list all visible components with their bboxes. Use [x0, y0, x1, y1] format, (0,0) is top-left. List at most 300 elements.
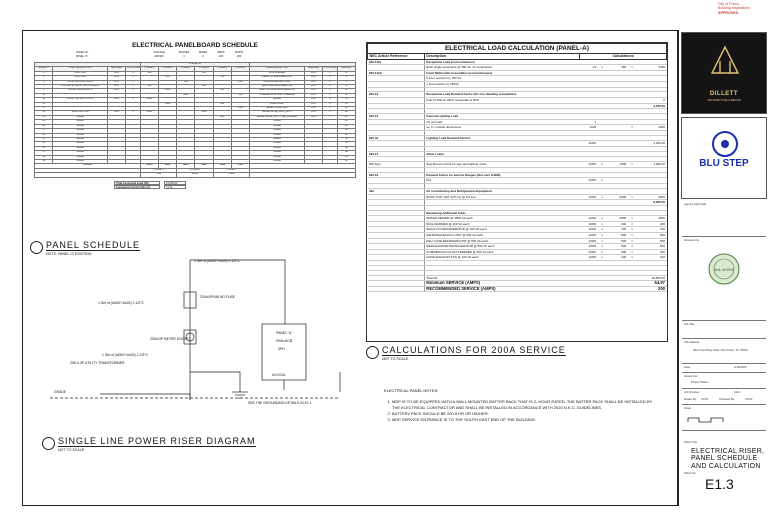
table-cell: x — [598, 232, 607, 238]
sheet-title-label: Sheet Title — [684, 440, 698, 444]
table-cell: 11 — [35, 93, 53, 97]
table-cell: Receptacle Load Demand Factor (for non-dwelling receptacles) — [424, 92, 579, 98]
table-cell: DELI CASE REFRIGERATOR — [250, 85, 305, 89]
table-cell: 5 — [35, 80, 53, 84]
table-cell: 20 A — [304, 102, 322, 106]
panel-schedule-header — [34, 50, 356, 62]
table-cell: RICE WARMER @ 200 VA each — [424, 221, 579, 227]
seal-name: ANIL NOORA — [714, 268, 734, 272]
column-header: BRANCH — [337, 67, 355, 71]
table-cell: 1 — [323, 98, 338, 102]
transformer-label: 208 V-3P UTILITY TRANSFORMER — [70, 361, 125, 365]
table-cell: WATER HEATER WH-1 — [53, 89, 108, 93]
table-cell: 20 A — [304, 85, 322, 89]
table-cell: 33 — [35, 142, 53, 146]
table-cell: SPARE — [53, 115, 108, 119]
table-cell: Minimum SERVICE (AMPS) — [424, 281, 579, 287]
table-cell: 100 — [177, 80, 195, 84]
table-cell: RICE STEAL — [250, 102, 305, 106]
column-header: Description — [424, 54, 579, 60]
table-cell: = — [628, 221, 637, 227]
wire-label-3: 1 Set of (4#3/0+1#4G) 2-1/2"C — [102, 353, 148, 357]
panel-header-cell: PHASES — [178, 51, 190, 54]
checked-by-label: Checked By: — [719, 397, 735, 401]
panel-header-cell: 225 — [218, 55, 224, 58]
table-cell: 220.14(I) — [368, 59, 425, 65]
table-cell: 34 — [337, 142, 355, 146]
table-cell: Each single receptacle @ 180 VA, 21 receptacles — [424, 65, 579, 71]
table-cell: 100% — [580, 238, 598, 244]
table-cell: x — [598, 194, 607, 200]
table-cell: x — [598, 178, 607, 184]
table-cell: MICROWAVE/HALO UNIT — [250, 80, 305, 84]
ground-conductor — [190, 372, 240, 392]
table-cell: = — [628, 227, 637, 233]
table-cell: 500 — [637, 244, 667, 250]
table-cell: REACH IN REFRIGERATOR @ 700 VA each — [424, 227, 579, 233]
revision-label: Revision No. — [684, 238, 700, 242]
table-cell: 13 — [35, 98, 53, 102]
table-cell: x — [598, 221, 607, 227]
table-cell: 1,625.00 — [637, 141, 667, 147]
job-title-label: Job Title — [684, 322, 695, 326]
table-cell: General Lighting Load — [424, 114, 579, 120]
column-header: PHASE C — [231, 67, 249, 71]
load-calc-title: ELECTRICAL LOAD CALCULATION (PANEL-A) — [368, 44, 667, 54]
table-cell: 100% — [580, 232, 598, 238]
section-note: NOT TO SCALE — [382, 357, 409, 361]
table-cell: 600 — [140, 71, 158, 75]
scale-bar-icon — [687, 416, 727, 424]
logo-brand-name: DILLETT — [709, 91, 739, 97]
table-cell: 40 — [337, 155, 355, 159]
table-cell: 20 A — [107, 85, 125, 89]
grade-label: GRADE — [54, 390, 67, 394]
sheet-number: E1.3 — [705, 476, 734, 492]
panel-label: PANEL "A" — [276, 331, 293, 335]
table-cell: SPARE — [250, 98, 305, 102]
table-cell: MERCHANDISE REFRIGERATOR — [250, 89, 305, 93]
table-cell: KITCHEN EXHAUST FAN 1/2/3/4/5/6 — [53, 85, 108, 89]
sheet-title: ELECTRICAL RISER, PANEL SCHEDULE AND CALCULATION — [691, 448, 765, 470]
table-cell: 500 — [213, 89, 231, 93]
section-note: NOT TO SCALE — [58, 448, 85, 452]
table-cell: 17 — [35, 107, 53, 111]
table-cell: LIGHTING — [53, 71, 108, 75]
table-cell: 200 — [195, 71, 213, 75]
table-cell: Fixed Multioutlet Assemblies (noncontinuous) — [424, 70, 579, 76]
table-cell: SPARE — [250, 151, 305, 155]
scale-label: Scale — [684, 406, 691, 410]
table-cell: 6000 — [607, 194, 628, 200]
table-cell: 32 — [337, 137, 355, 141]
table-cell: 550 — [140, 85, 158, 89]
phase-va-label: PHASE VA — [140, 63, 249, 67]
logo-subtitle: ARCHITECTURE & DESIGN — [707, 99, 741, 102]
table-cell: 700 — [637, 227, 667, 233]
table-cell: 12 — [337, 93, 355, 97]
table-cell: x — [598, 216, 607, 222]
table-cell: 1500 — [195, 111, 213, 115]
table-cell: MERCHANDISE REFRIGERATOR @ 500 VA each — [424, 244, 579, 250]
panel-header-cell: 4 — [202, 55, 204, 58]
riser-diagram — [40, 252, 360, 432]
table-cell: 1 — [126, 71, 141, 75]
total-cell: 9800 — [159, 164, 177, 168]
table-cell: SPARE — [250, 159, 305, 163]
panel-schedule-footer — [34, 181, 356, 189]
table-cell: 100% — [580, 221, 598, 227]
column-header: PHASE C — [177, 67, 195, 71]
table-cell — [628, 286, 637, 292]
panel-header-cell: 200 — [236, 55, 242, 58]
table-cell: 21 — [35, 115, 53, 119]
load-calculation — [366, 42, 668, 342]
wire-label-2: 1 Set of (4#3/0+1#4G) 2-1/2"C — [98, 301, 144, 305]
table-cell: SPARE — [250, 155, 305, 159]
column-header: PHASE B — [213, 67, 231, 71]
table-cell: TOILET EXHAUST FAN 1 — [53, 80, 108, 84]
table-cell: 20 A — [304, 93, 322, 97]
table-cell: 30 A — [107, 98, 125, 102]
table-cell: 19,805.00 — [637, 275, 667, 281]
table-cell: 54.97 — [637, 281, 667, 287]
table-cell: 20 A — [304, 76, 322, 80]
table-cell: 500 — [213, 102, 231, 106]
table-cell: SPARE — [250, 124, 305, 128]
table-cell: 100% — [580, 141, 598, 147]
title-block — [678, 30, 768, 506]
table-cell: 4500 — [607, 216, 628, 222]
table-cell: = — [628, 125, 637, 131]
total-cell: 5900 — [195, 164, 213, 168]
wire-label-1: 1 Set of (4#3/0+1#4G) 2-1/2"C — [194, 259, 240, 263]
table-cell: SPARE — [250, 133, 305, 137]
stamp-line: APPROVED — [718, 10, 739, 15]
table-cell: 31 — [35, 137, 53, 141]
panel-tag: #CXXXA — [272, 373, 286, 377]
table-cell: 1 — [323, 107, 338, 111]
column-header: BRANCH — [35, 67, 53, 71]
column-header: # OF POLES — [127, 67, 141, 70]
table-cell: Receptacle Load (noncontinuous) — [424, 59, 579, 65]
table-cell: x — [598, 255, 607, 261]
section-title: SINGLE LINE POWER RISER DIAGRAM — [58, 436, 256, 446]
logo-brand-name: BLU STEP — [699, 158, 749, 169]
table-cell: x — [598, 244, 607, 250]
table-cell: 2 — [337, 71, 355, 75]
table-cell: 1625 — [580, 125, 598, 131]
table-cell: SPARE — [53, 133, 108, 137]
table-cell: 220.13 — [368, 92, 425, 98]
table-cell: 1 — [323, 71, 338, 75]
table-cell: 200 — [637, 221, 667, 227]
table-cell: 500 — [637, 249, 667, 255]
table-cell — [580, 286, 598, 292]
table-cell: = — [628, 244, 637, 250]
table-cell: 42 — [337, 159, 355, 163]
stamp-line: Building Inspections — [718, 6, 750, 11]
phase-totals-values — [35, 173, 356, 177]
total-cell: 4500 — [213, 164, 231, 168]
table-cell: SPARE — [53, 129, 108, 133]
table-cell: 1 — [323, 111, 338, 115]
table-cell: - — [637, 178, 667, 184]
panel-header-cell: AMPS — [217, 51, 225, 54]
phase-total-value: 13900 — [213, 173, 249, 177]
table-cell: 220.16 — [368, 172, 425, 178]
table-cell: 220.42 — [368, 135, 425, 141]
table-cell: N/A — [424, 178, 579, 184]
table-cell — [368, 286, 425, 292]
table-cell: 3 — [35, 76, 53, 80]
table-cell: 20 A — [304, 80, 322, 84]
table-cell: RECEPTACLE_GFCI — [250, 107, 305, 111]
column-header: LOAD DESCRIPTION — [250, 67, 305, 71]
table-cell: SPARE — [53, 159, 108, 163]
table-cell: ROOF TOP UNIT (RTU-1) @ 6.0 kva — [424, 194, 579, 200]
table-cell: 700 — [607, 227, 628, 233]
table-cell: 22 — [337, 115, 355, 119]
footer-value: 21,000.00 — [164, 181, 186, 185]
grounding-note: SEE THE GROUNDING DETAILS IN E1.1 — [248, 401, 312, 405]
table-cell: 100 — [637, 255, 667, 261]
table-cell: HOOD EXHAUST FAN @ 100 VA each — [424, 255, 579, 261]
table-cell: 1 — [126, 80, 141, 84]
agency-approvals-label: Agency Approvals — [684, 202, 707, 206]
footer-label: Connected Current Calc (A) — [114, 185, 160, 189]
table-cell: 800 — [231, 80, 249, 84]
table-cell: 20 A — [304, 111, 322, 115]
electrical-panel-notes — [384, 388, 660, 423]
table-cell: 1 — [323, 93, 338, 97]
blustep-logo — [681, 117, 767, 199]
table-cell: = — [628, 255, 637, 261]
table-cell: 19 — [35, 111, 53, 115]
totals-label: TOTALS — [35, 164, 141, 168]
table-cell: SPARE — [250, 120, 305, 124]
table-cell: COMMERCIAL FILLET FREEZER — [250, 93, 305, 97]
table-cell: DELI CASE REFRIGERATOR @ 500 VA each — [424, 238, 579, 244]
table-cell: RECEPTACLE_ALL OTHER_BUILDER — [250, 115, 305, 119]
panel-schedule — [34, 42, 356, 216]
column-header: # OF POLES — [324, 67, 338, 70]
table-cell: = — [628, 194, 637, 200]
table-cell: RECOMMENDED SERVICE (AMPS) — [424, 286, 579, 292]
table-cell — [607, 286, 628, 292]
table-cell: 30 — [337, 133, 355, 137]
table-cell: SPARE — [53, 120, 108, 124]
dillett-logo-icon — [682, 33, 768, 89]
panel-header-cell: WIRES — [198, 51, 208, 54]
table-cell: = — [628, 65, 637, 71]
total-cell: 10000 — [140, 164, 158, 168]
table-cell: Demand Factor for electric Ranges (Not over 8.3kW) — [424, 172, 579, 178]
table-cell: 200 — [607, 221, 628, 227]
table-cell: 6 — [337, 80, 355, 84]
table-cell: 18 — [337, 107, 355, 111]
table-cell: 1 — [126, 76, 141, 80]
table-cell: WATER HEATER @ 4500 VA each — [424, 216, 579, 222]
table-cell: 5 Feet sections by 180 VA — [424, 76, 579, 82]
table-cell: SPARE — [250, 142, 305, 146]
section-note: NOTE: PANEL IS EXISTING — [46, 252, 92, 256]
phase-total-value: 7600 — [140, 173, 176, 177]
table-cell: 20 A — [304, 115, 322, 119]
table-cell: 27 — [35, 129, 53, 133]
table-cell: 500 — [607, 249, 628, 255]
table-cell: 1 — [126, 89, 141, 93]
table-cell: SPARE — [250, 129, 305, 133]
table-cell: = — [628, 216, 637, 222]
table-cell: SPARE — [250, 137, 305, 141]
panel-header-cell: PANEL "A" — [75, 55, 89, 58]
column-header: BREAKER — [107, 67, 125, 71]
table-cell: 20 A — [107, 71, 125, 75]
table-cell: 100% — [580, 227, 598, 233]
table-cell: 180 — [607, 65, 628, 71]
table-cell: 100% — [580, 178, 598, 184]
table-cell: 41 — [35, 159, 53, 163]
table-cell: 2 — [126, 98, 141, 102]
table-cell: LIGHTING — [53, 76, 108, 80]
table-cell: 20 — [337, 111, 355, 115]
table-cell: 4 — [337, 76, 355, 80]
table-cell: Lighting Load Demand Factors — [424, 135, 579, 141]
table-cell: 500 — [607, 238, 628, 244]
job-number-value: 2411 — [734, 390, 741, 394]
table-cell: 37 — [35, 151, 53, 155]
table-cell: 500 — [195, 85, 213, 89]
table-cell: 500 — [231, 93, 249, 97]
footer-row — [114, 185, 356, 189]
panel-header-cell: 208/120 — [154, 55, 164, 58]
checked-by-value: XXXX — [745, 397, 753, 401]
section-title: CALCULATIONS FOR 200A SERVICE — [382, 345, 566, 355]
table-cell: 3,780.00 — [637, 103, 667, 109]
table-cell: Other Loads — [424, 151, 579, 157]
table-cell: REACH IN REFRIGERATOR — [250, 76, 305, 80]
table-cell: sq. Ft. outside dimensions — [424, 125, 579, 131]
job-address: 3511 Teel Pkwy Suite 104, Frisco, TX 75033 — [693, 348, 748, 352]
table-cell: Air Conditioning and Refrigeration Equipment — [424, 188, 579, 194]
table-cell: 200 — [637, 286, 667, 292]
table-cell: SPARE — [53, 155, 108, 159]
table-cell: 35 — [35, 146, 53, 150]
table-cell: 100% — [580, 244, 598, 250]
table-cell: 20 A — [304, 71, 322, 75]
table-cell: SPARE — [53, 146, 108, 150]
table-cell: 1500 — [231, 107, 249, 111]
table-cell: 39 — [35, 155, 53, 159]
table-cell: Remaining Additional loads — [424, 210, 579, 216]
table-cell: 8 — [337, 85, 355, 89]
table-cell: 600.5(A) — [368, 162, 425, 168]
total-cell: 5500 — [231, 164, 249, 168]
column-header: Calculations — [580, 54, 667, 60]
table-cell: 28 — [337, 129, 355, 133]
table-cell: COMMERCIAL FILLET FREEZER @ 500 VA each — [424, 249, 579, 255]
drawn-by-value: XXXX — [701, 397, 709, 401]
column-header: BREAKER — [304, 67, 322, 71]
phase-total-value: 12000 — [177, 173, 213, 177]
table-cell: x — [598, 249, 607, 255]
table-cell — [598, 286, 607, 292]
table-cell: 800 — [213, 115, 231, 119]
table-cell: 7 — [35, 85, 53, 89]
table-cell: 14 — [337, 98, 355, 102]
table-cell: 100% — [580, 162, 598, 168]
table-cell: 220.12 — [368, 114, 425, 120]
panel-header-cell: MAINS — [234, 51, 244, 54]
table-cell: 1625 — [637, 125, 667, 131]
table-cell: 100% — [580, 194, 598, 200]
table-cell: 15 — [35, 102, 53, 106]
table-cell: 220.14(A) — [368, 70, 425, 76]
section-title: PANEL SCHEDULE — [46, 240, 141, 250]
table-cell: 38 — [337, 151, 355, 155]
job-number-label: Job Number: — [684, 390, 701, 394]
table-cell: MICROWAVE/HALO UNIT @ 800 VA each — [424, 232, 579, 238]
table-cell: 20 A — [304, 107, 322, 111]
table-cell: 100 — [607, 255, 628, 261]
table-cell: 1 — [126, 85, 141, 89]
panel-header-cell: 3 — [183, 55, 185, 58]
table-cell: 0 — [637, 98, 667, 104]
stamp-line: City of Frisco — [718, 2, 739, 6]
phase-total-label: PHASE B — [177, 168, 213, 172]
table-cell: 500 — [607, 244, 628, 250]
table-cell: 10 — [337, 89, 355, 93]
table-cell: 25 — [35, 124, 53, 128]
table-cell: = — [628, 162, 637, 168]
table-cell: = — [628, 238, 637, 244]
table-cell: 36 — [337, 146, 355, 150]
phase-total-label: PHASE C — [213, 168, 249, 172]
table-cell: 21 — [580, 65, 598, 71]
section-circle-icon — [366, 346, 379, 359]
table-cell: 20 A — [107, 80, 125, 84]
table-cell: 20 A — [107, 76, 125, 80]
column-header: PHASE B — [159, 67, 177, 71]
phase-total-label: PHASE A — [140, 168, 176, 172]
calc-section-title — [366, 345, 566, 361]
table-cell: 800 — [637, 232, 667, 238]
table-cell: 6000 — [637, 194, 667, 200]
dillett-logo — [681, 32, 767, 114]
table-cell: 1 — [323, 102, 338, 106]
table-cell: 1 Foot section by 180VA — [424, 81, 579, 87]
approval-stamp — [718, 2, 750, 15]
table-cell: 9 — [35, 89, 53, 93]
table-cell: 1 — [35, 71, 53, 75]
riser-section-title — [42, 436, 256, 452]
table-cell: x — [598, 65, 607, 71]
table-cell: 6,000.00 — [637, 200, 667, 206]
table-row — [368, 286, 667, 292]
panel-label: 3PH — [278, 347, 285, 351]
table-cell: 1 — [126, 111, 141, 115]
table-cell: SPARE — [53, 137, 108, 141]
table-cell: 20 A — [107, 89, 125, 93]
note-item: 1. MDP IS TO BE EQUIPPED WITH A WALL MOUNTED BATTER BACK THAT IS 2- HOUR RATED. THE BATTER PACK SHALL BE INSTALLED BY THE ELECTRICAL CONTRACTOR AND SHALL BE INSTALLED IN ACCORDANCE WITH 2020 N.E.C. GUIDELINES. — [392, 399, 660, 411]
footer-value: 71.71 — [164, 185, 186, 189]
load-calc-title-row — [368, 44, 667, 54]
note-item: 3. MDP SERVICE ENTRANCE IS TO THE SOUTH EAST END OF THE BUILDING. — [392, 417, 660, 423]
table-cell: 1000 — [607, 162, 628, 168]
date-label: Date: — [684, 365, 691, 369]
table-cell: = — [628, 232, 637, 238]
